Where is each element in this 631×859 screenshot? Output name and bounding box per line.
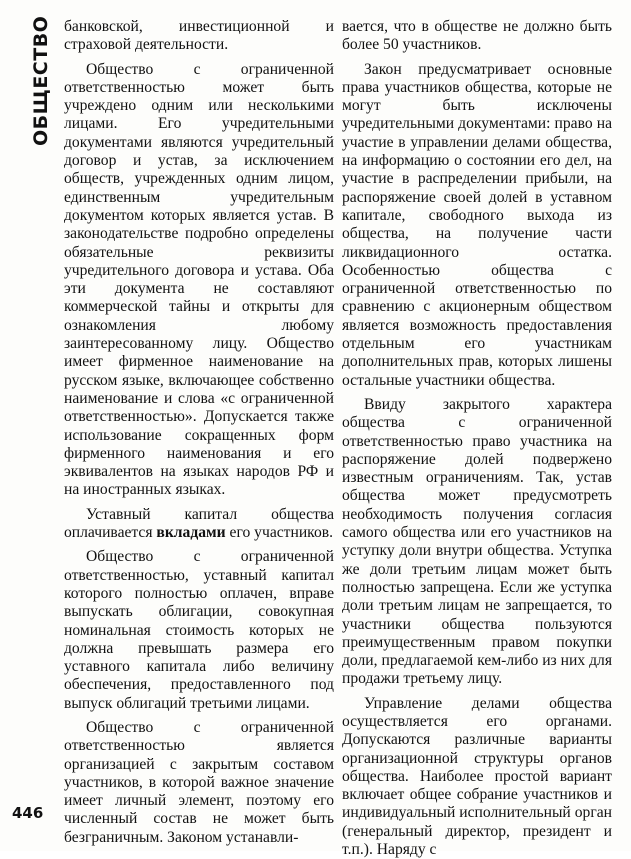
paragraph-text: его участников. [225,524,334,542]
paragraph: Ввиду закрытого характера общества с ограниченной ответственностью право участника на распоряжение долей подвержено известным ограничениям. Так, устав общества может предусмотреть необходимость получения согласия самого общества или его участников на уступку доли внутри общества. Уступка же доли третьим лицам может быть полностью запрещена. Если же уступка доли третьим лицам не запрещается, то участники общества пользуются преимущественным правом покупки доли, предлагаемой кем-либо из них для продажи третьему лицу. [342,395,612,688]
paragraph: Закон предусматривает основные права участников общества, которые не могут быть исключены учредительными документами: право на участие в управлении делами общества, на информацию о состоянии его дел, на участие в распределении прибыли, на распоряжение своей долей в уставном капитале, свободного выхода из общества, на получение части ликвидационного остатка. Особенностью общества с ограниченной ответственностью по сравнению с акционерным обществом является возможность предоставления отдельным его участникам дополнительных прав, которых лишены остальные участники общества. [342,60,612,389]
section-label-text: ОБЩЕСТВО [30,15,52,146]
paragraph: Общество с ограниченной ответственностью является организацией с закрытым составом участников, в которой важное значение имеет личный элемент, поэтому его численный состав не может быть безграничным. Законом устанавли- [64,718,334,846]
left-column [64,18,334,848]
paragraph-text: Уставный капитал общества оплачивается [64,505,334,542]
paragraph: банковской, инвестиционной и страховой деятельности. [64,18,334,54]
paragraph: Общество с ограниченной ответственностью, уставный капитал которого полностью оплачен, вправе выпускать облигации, совокупная номинальная стоимость которых не должна превышать размера его уставного капитала либо величину обеспечения, предоставленного под выпуск облигаций третьими лицами. [64,548,334,712]
page-number: 446 [12,804,44,822]
bold-term: вкладами [156,524,226,542]
paragraph [64,506,334,543]
paragraph: Общество с ограниченной ответственностью может быть учреждено одним или несколькими лицами. Его учредительными документами являются учредительный договор и устав, за исключением обществ, учрежденных одним лицом, единственным учредительным документом которых является устав. В законодательстве подробно определены обязательные реквизиты учредительного договора и устава. Оба эти документа не составляют коммерческой тайны и открыты для ознакомления любому заинтересованному лицу. Общество имеет фирменное наименование на русском языке, включающее собственно наименование и слова «с ограниченной ответственностью». Допускается также использование сокращенных форм фирменного наименования и его эквивалентов на языках народов РФ и на иностранных языках. [64,60,334,499]
paragraph: Управление делами общества осуществляется его органами. Допускаются различные варианты организационной структуры органов общества. Наиболее простой вариант включает общее собрание участников и индивидуальный исполнительный орган (генеральный директор, президент и т.п.). Наряду с [342,694,612,859]
paragraph: вается, что в обществе не должно быть более 50 участников. [342,18,612,54]
right-column [342,18,612,859]
